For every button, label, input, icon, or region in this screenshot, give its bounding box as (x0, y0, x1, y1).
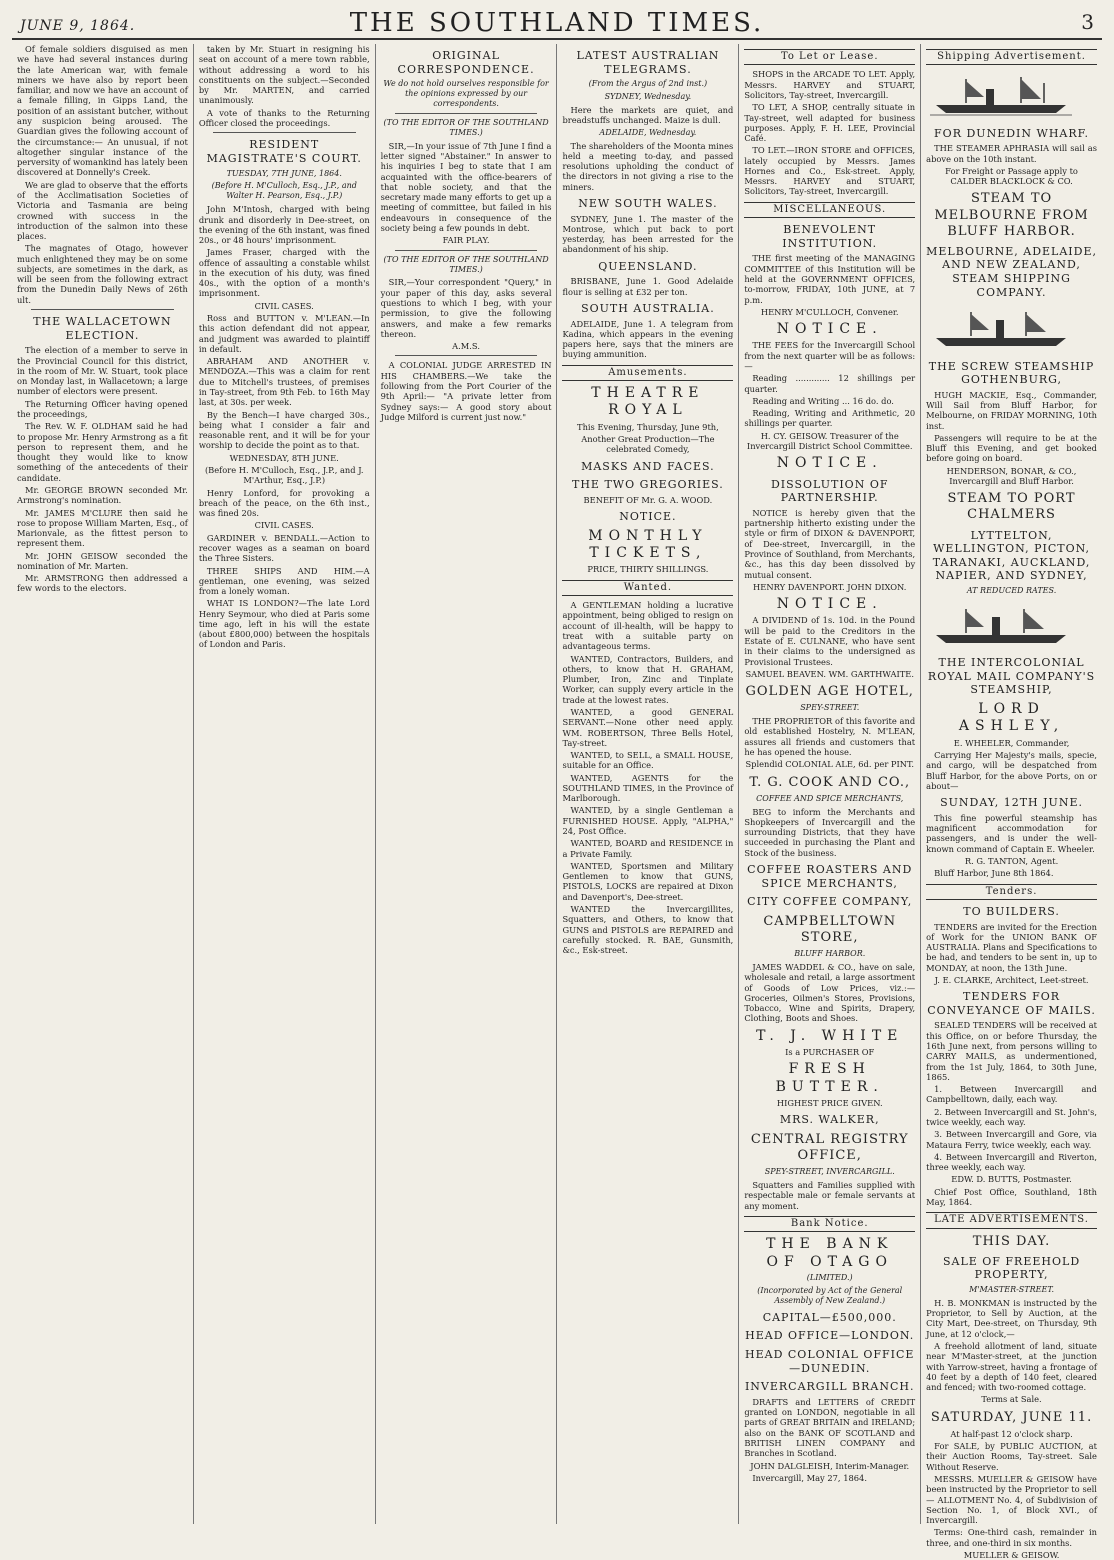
monkman-detail: A freehold allotment of land, situate near M'Master-street, at the junction with Yarrow-street, having a frontage of 40 feet by a depth of 140 feet, cleared and fenced; with two-roomed cottage. (926, 1341, 1097, 1393)
correspondence-heading: ORIGINAL CORRESPONDENCE. (397, 49, 535, 76)
telegram-place: SYDNEY, Wednesday. (604, 92, 692, 102)
telegram-place: QUEENSLAND. (598, 259, 698, 273)
court-subheading: WEDNESDAY, 8TH JUNE. (229, 452, 339, 463)
mueller-note: Terms: One-third cash, remainder in three, and one-third in six months. (926, 1527, 1097, 1548)
aphrasia-text: THE STEAMER APHRASIA will sail as above on the 10th instant. (926, 143, 1097, 164)
fees-text: THE FEES for the Invercargill School from the next quarter will be as follows:— (744, 340, 916, 372)
column-2 (194, 44, 376, 1524)
telegram-text: BRISBANE, June 1. Good Adelaide flour is selling at £32 per ton. (562, 276, 734, 297)
mails-text: SEALED TENDERS will be received at this Office, on or before Thursday, the 16th June next, from persons willing to CARRY MAILS, as undermentioned, from the 1st July, 1864, to 30th June, 1865. (926, 1020, 1097, 1082)
article-paragraph: The Rev. W. F. OLDHAM said he had to propose Mr. Henry Armstrong as a fit person to represent them, and he thought they would like to know something of the antecedents of their candidate. (17, 421, 188, 483)
wanted-ad: WANTED, Sportsmen and Military Gentlemen to know that GUNS, PISTOLS, LOCKS are repaired at Dixon and Davenport's, Dee-street. (562, 860, 734, 902)
registry-street: SPEY-STREET, INVERCARGILL. (764, 1167, 895, 1177)
tg-cook-sub: COFFEE AND SPICE MERCHANTS, (756, 793, 904, 803)
telegrams-source: (From the Argus of 2nd inst.) (588, 79, 708, 89)
post-office-date: Chief Post Office, Southland, 18th May, 1864. (926, 1186, 1097, 1207)
court-bench: (Before H. M'Culloch, Esq., J.P., and J. M'Arthur, Esq., J.P.) (204, 464, 364, 486)
campbelltown-heading: CAMPBELLTOWN STORE, (763, 913, 897, 945)
fees-signature: H. CY. GEISOW. Treasurer of the Invercargill District School Committee. (746, 430, 913, 451)
court-bench: (Before H. M'Culloch, Esq., J.P., and Walter H. Pearson, Esq., J.P.) (211, 181, 357, 201)
campbelltown-place: BLUFF HARBOR. (794, 949, 866, 959)
mails-heading: TENDERS FOR CONVEYANCE OF MAILS. (927, 990, 1096, 1017)
wanted-ad: WANTED, BOARD and RESIDENCE in a Private Family. (562, 838, 734, 859)
telegram-place: ADELAIDE, Wednesday. (599, 127, 697, 137)
mueller-text: MESSRS. MUELLER & GEISOW have been instructed by the Proprietor to sell— ALLOTMENT No. 4, of Subdivision of Section No. 1, of Block XVI., of Invercargill. (926, 1473, 1097, 1526)
bank-branch: INVERCARGILL BRANCH. (744, 1380, 915, 1394)
article-paragraph: Mr. GEORGE BROWN seconded Mr. Armstrong's nomination. (17, 484, 188, 506)
letter-body: SIR,—In your issue of 7th June I find a letter signed "Abstainer." In answer to his inquiries I beg to state that I am acquainted with the office-bearers of that noble society, and that the secretary made many efforts to get up a meeting of committee, but failed in his endeavours in consequence of the society being a few pounds in debt. (380, 140, 552, 234)
to-let-ad: TO LET, A SHOP, centrally situate in Tay-street, well adapted for business purposes. Apply, F. H. LEE, Provincial Café. (744, 102, 916, 144)
court-paragraph: THREE SHIPS AND HIM.—A gentleman, one evening, was seized from a lonely woman. (198, 565, 370, 597)
highest-price: HIGHEST PRICE GIVEN. (776, 1098, 883, 1109)
golden-age-heading: GOLDEN AGE HOTEL, (745, 684, 914, 700)
wanted-heading: Wanted. (562, 580, 733, 596)
golden-age-sub: Splendid COLONIAL ALE, 6d. per PINT. (745, 759, 914, 770)
benevolent-text: THE first meeting of the MANAGING COMMITTEE of this Institution will be held at the GOVERNMENT OFFICES, to-morrow, FRIDAY, 10th JUNE, at 7 p.m. (744, 253, 916, 305)
wanted-ad: WANTED, AGENTS for the SOUTHLAND TIMES, in the Province of Marlborough. (562, 772, 734, 804)
letter-addressee: (TO THE EDITOR OF THE SOUTHLAND TIMES.) (383, 117, 549, 137)
gothenburg-text: HUGH MACKIE, Esq., Commander, Will Sail from Bluff Harbor, for Melbourne, on FRIDAY MORNING, 10th inst. (926, 389, 1097, 431)
columns (12, 44, 1102, 1560)
telegram-text: The shareholders of the Moonta mines held a meeting to-day, and passed resolutions upholding the conduct of the directors in not giving a rise to the miners. (562, 140, 734, 192)
tanton-agent: R. G. TANTON, Agent. (964, 855, 1059, 866)
article-paragraph: Mr. ARMSTRONG then addressed a few words to the electors. (17, 573, 188, 594)
article-paragraph: The magnates of Otago, however much enlightened they may be on some subjects, are sometimes in the dark, as will be seen from the following extract from the Dunedin Daily News of 26th ult. (17, 243, 188, 305)
divider (395, 355, 538, 356)
ashley-text: Carrying Her Majesty's mails, specie, and cargo, will be despatched from Bluff Harbor, for the above Ports, on or about— (926, 750, 1097, 791)
route-list: LYTTELTON, WELLINGTON, PICTON, TARANAKI, AUCKLAND, NAPIER, AND SYDNEY, (932, 528, 1091, 583)
ashley-note: This fine powerful steamship has magnificent accommodation for passengers, and is under the well-known command of Captain E. Wheeler. (926, 812, 1097, 854)
court-date: TUESDAY, 7TH JUNE, 1864. (226, 168, 342, 178)
mail-route: 4. Between Invercargill and Riverton, three weekly, each way. (926, 1151, 1097, 1173)
farce-title: THE TWO GREGORIES. (571, 478, 724, 492)
news-note: A COLONIAL JUDGE ARRESTED IN HIS CHAMBERS.—We take the following from the Port Courier of the 9th April:— "A private letter from Sydney says:— A good story about Judge Milford is current just now." (380, 360, 552, 422)
bank-head-london: HEAD OFFICE—LONDON. (745, 1329, 915, 1343)
article-paragraph: The election of a member to serve in the Provincial Council for this district, in the room of Mr. W. Stuart, took place on Monday last, in Wallacetown; a large number of electors were present. (17, 345, 188, 397)
builders-heading: TO BUILDERS. (963, 904, 1060, 918)
wanted-ad: A GENTLEMAN holding a lucrative appointment, being obliged to resign on account of ill-health, will be happy to treat with a suitable party on advantageous terms. (562, 600, 734, 652)
gothenburg-heading: THE SCREW STEAMSHIP GOTHENBURG, (928, 359, 1095, 387)
golden-age-street: SPEY-STREET. (800, 703, 860, 713)
notice-heading: NOTICE. (776, 596, 883, 613)
sale-time: At half-past 12 o'clock sharp. (950, 1428, 1073, 1439)
notice-heading: NOTICE. (776, 455, 883, 472)
bank-text: DRAFTS and LETTERS of CREDIT granted on LONDON, negotiable in all parts of GREAT BRITAIN and IRELAND; also on the BANK OF SCOTLAND and BRITISH LINEN COMPANY and Branches in Scotland. (744, 1396, 916, 1459)
notice-heading: NOTICE. (619, 510, 677, 524)
chalmers-heading: STEAM TO PORT CHALMERS (947, 491, 1076, 523)
fees-line: Reading ............. 12 shillings per quarter. (744, 373, 916, 394)
telegram-place: SOUTH AUSTRALIA. (581, 301, 715, 315)
commander: E. WHEELER, Commander, (953, 737, 1070, 748)
city-coffee: CITY COFFEE COMPANY, (747, 895, 913, 909)
ticket-price: PRICE, THIRTY SHILLINGS. (587, 564, 709, 575)
article-paragraph: We are glad to observe that the efforts of the Acclimatisation Societies of Victoria and Tasmania are being crowned with success in the introduction of the salmon into these places. (17, 179, 188, 242)
monkman-text: H. B. MONKMAN is instructed by the Proprietor, to Sell by Auction, at the City Mart, Dee-street, on Thursday, 9th June, at 12 o'clock,— (926, 1297, 1097, 1339)
play-title: MASKS AND FACES. (581, 459, 715, 473)
late-ads-heading: LATE ADVERTISEMENTS. (926, 1212, 1097, 1228)
freehold-street: M'MASTER-STREET. (969, 1285, 1055, 1295)
amusements-heading: Amusements. (562, 365, 733, 381)
henderson-agent: HENDERSON, BONAR, & CO., Invercargill and Bluff Harbor. (946, 465, 1077, 487)
article-paragraph: A vote of thanks to the Returning Officer closed the proceedings. (198, 107, 370, 128)
golden-age-text: THE PROPRIETOR of this favorite and old established Hostelry, N. M'LEAN, assures all friends and customers that he has opened the house. (744, 716, 916, 758)
auction-text: For SALE, by PUBLIC AUCTION, at their Auction Rooms, Tay-street. Sale Without Reserve. (926, 1441, 1097, 1472)
telegram-text: ADELAIDE, June 1. A telegram from Kadina, which appears in the evening papers here, says that the miners are buying ammunition. (562, 318, 734, 360)
bank-capital: CAPITAL—£500,000. (762, 1310, 897, 1324)
sailing-date: SUNDAY, 12TH JUNE. (940, 796, 1083, 810)
dissolution-text: NOTICE is hereby given that the partnership hitherto existing under the style or firm of DIXON & DAVENPORT, of Dee-street, Invercargill, in the Province of Southland, from Merchants, &c., has this day been dissolved by mutual consent. (744, 507, 916, 580)
dissolution-heading: DISSOLUTION OF PARTNERSHIP. (770, 477, 889, 505)
bank-incorporated: (Incorporated by Act of the General Assembly of New Zealand.) (757, 1285, 903, 1305)
to-let-ad: TO LET.—IRON STORE and OFFICES, lately occupied by Messrs. James Hornes and Co., Esk-street. Apply, Messrs. HARVEY and STUART, Solicitors, Tay-street, Invercargill. (744, 145, 916, 197)
bank-name: THE BANK OF OTAGO (766, 1236, 894, 1270)
bank-date: Invercargill, May 27, 1864. (752, 1472, 867, 1483)
court-paragraph: GARDINER v. BENDALL.—Action to recover wages as a seaman on board the Three Sisters. (198, 532, 370, 564)
court-subheading: CIVIL CASES. (254, 520, 314, 531)
article-paragraph: Mr. JOHN GEISOW seconded the nomination of Mr. Marten. (17, 550, 188, 571)
telegram-place: NEW SOUTH WALES. (578, 196, 718, 210)
article-paragraph: Mr. JAMES M'CLURE then said he rose to propose William Marten, Esq., of Marionvale, as the fittest person to represent them. (17, 507, 188, 549)
column-5 (739, 44, 921, 1524)
saturday-heading: SATURDAY, JUNE 11. (930, 1409, 1093, 1425)
column-3 (376, 44, 558, 1524)
dividend-signature: SAMUEL BEAVEN. WM. GARTHWAITE. (745, 668, 914, 679)
letter-body: SIR,—Your correspondent "Query," in your paper of this day, asks several questions to which I beg, with your permission, to give the following answers, and make a few remarks thereon. (380, 277, 552, 339)
dissolution-signature: HENRY DAVENPORT. JOHN DIXON. (753, 581, 907, 592)
article-paragraph: Of female soldiers disguised as men we have had several instances during the late American war, with female miners we have also by report been familiar, and now we have an account of a female filling, in Gipps Land, the position of an assistant butcher, without any suspicion being aroused. The Guardian gives the following account of the circumstance:— An unusual, if not altogether singular instance of the perversity of womankind has lately been discovered at Donnelly's Creek. (17, 44, 188, 178)
builders-text: TENDERS are invited for the Erection of Work for the UNION BANK OF AUSTRALIA. Plans and Specifications to be had, and tenders to be sent in, up to MONDAY, at noon, the 13th June. (926, 921, 1097, 973)
registry-heading: CENTRAL REGISTRY OFFICE, (750, 1131, 909, 1164)
telegrams-heading: LATEST AUSTRALIAN TELEGRAMS. (576, 49, 720, 76)
fresh-butter: FRESH BUTTER. (775, 1061, 884, 1095)
disclaimer: We do not hold ourselves responsible for the opinions expressed by our correspondents. (383, 79, 549, 109)
theatre-evening: This Evening, Thursday, June 9th, (577, 421, 719, 432)
masthead (12, 4, 1102, 40)
this-day: THIS DAY. (972, 1233, 1051, 1249)
wanted-ad: WANTED, a good GENERAL SERVANT.—None other need apply. WM. ROBERTSON, Three Bells Hotel, Tay-street. (562, 706, 734, 748)
bank-head-colonial: HEAD COLONIAL OFFICE—DUNEDIN. (745, 1348, 915, 1375)
sale-terms: Terms at Sale. (981, 1394, 1042, 1405)
column-6 (921, 44, 1102, 1560)
mail-route: 2. Between Invercargill and St. John's, twice weekly, each way. (926, 1106, 1097, 1128)
melbourne-heading: STEAM TO MELBOURNE FROM BLUFF HARBOR. (934, 191, 1089, 239)
registry-text: Squatters and Families supplied with respectable male or female servants at any moment. (744, 1180, 916, 1211)
article-paragraph: taken by Mr. Stuart in resigning his seat on account of a mere town rabble, without addressing a word to his constituents on the subject.—Seconded by Mr. MARTEN, and carried unanimously. (198, 44, 370, 106)
tg-cook-text: BEG to inform the Merchants and Shopkeepers of Invercargill and the surrounding Districts, that they have succeeded in purchasing the Plant and Stock of the business. (744, 806, 916, 858)
benevolent-signature: HENRY M'CULLOCH, Convener. (760, 306, 899, 317)
wanted-ad: WANTED, Contractors, Builders, and others, to know that H. GRAHAM, Plumber, Iron, Zinc and Tinplate Worker, can supply every article in the trade at the lowest rates. (562, 653, 734, 705)
tg-cook-heading: T. G. COOK AND CO., (749, 774, 911, 790)
benefit-line: BENEFIT OF Mr. G. A. WOOD. (583, 494, 713, 505)
walker-heading: MRS. WALKER, (779, 1113, 880, 1127)
architect: J. E. CLARKE, Architect, Leet-street. (934, 974, 1089, 985)
postmaster: EDW. D. BUTTS, Postmaster. (951, 1174, 1072, 1185)
lord-ashley: LORD ASHLEY, (958, 701, 1065, 735)
court-subheading: CIVIL CASES. (254, 300, 314, 311)
purchaser-line: Is a PURCHASER OF (785, 1047, 875, 1058)
dunedin-heading: FOR DUNEDIN WHARF. (934, 126, 1090, 140)
steamship-illustration (926, 603, 1076, 647)
article-paragraph: The Returning Officer having opened the proceedings, (17, 398, 188, 419)
to-let-heading: To Let or Lease. (744, 49, 915, 65)
steamship-illustration (926, 73, 1076, 117)
tenders-heading: Tenders. (926, 884, 1097, 900)
notice-heading: NOTICE. (776, 321, 883, 338)
campbelltown-text: JAMES WADDEL & CO., have on sale, wholesale and retail, a large assortment of Goods of Low Prices, viz.:— Groceries, Oilmen's Stores, Provisions, Tobacco, Wine and Spirits, Drapery, Clothing, Boots and Shoes. (744, 962, 916, 1024)
freehold-heading: SALE OF FREEHOLD PROPERTY, (942, 1254, 1081, 1282)
divider (31, 309, 174, 310)
bank-notice-heading: Bank Notice. (744, 1216, 915, 1232)
monthly-tickets: MONTHLY TICKETS, (588, 527, 708, 562)
wanted-ad: WANTED, to SELL, a SMALL HOUSE, suitable for an Office. (562, 750, 734, 771)
shipping-company: MELBOURNE, ADELAIDE, AND NEW ZEALAND, STEAM SHIPPING COMPANY. (926, 244, 1097, 299)
reduced-rates: AT REDUCED RATES. (966, 586, 1057, 596)
newspaper-title: THE SOUTHLAND TIMES. (349, 8, 765, 38)
court-paragraph: Henry Lonford, for provoking a breach of the peace, on the 6th inst., was fined 20s. (198, 487, 370, 519)
shipping-heading: Shipping Advertisement. (926, 49, 1097, 65)
page-number: 3 (1081, 10, 1094, 34)
court-paragraph: John M'Intosh, charged with being drunk and disorderly in Dee-street, on the evening of the 6th instant, was fined 20s., or 48 hours' imprisonment. (198, 204, 370, 246)
mail-route: 1. Between Invercargill and Campbelltown, daily, each way. (926, 1084, 1097, 1105)
wanted-ad: WANTED the Invercargillites, Squatters, and Others, to know that GUNS and PISTOLS are REPAIRED and carefully stocked. R. BAE, Gunsmith, &c., Esk-street. (562, 904, 734, 956)
to-let-ad: SHOPS in the ARCADE TO LET. Apply, Messrs. HARVEY and STUART, Solicitors, Tay-street, Invercargill. (744, 69, 916, 100)
bank-limited: (LIMITED.) (806, 1273, 853, 1283)
benevolent-heading: BENEVOLENT INSTITUTION. (782, 223, 878, 250)
letter-addressee: (TO THE EDITOR OF THE SOUTHLAND TIMES.) (383, 254, 549, 274)
gothenburg-note: Passengers will require to be at the Bluff this Evening, and get booked before going on board. (926, 432, 1097, 464)
divider (213, 132, 356, 133)
court-paragraph: James Fraser, charged with the offence of assaulting a constable whilst in the execution of his duty, was fined 40s., with the option of a month's imprisonment. (198, 247, 370, 299)
steamship-illustration (926, 306, 1076, 350)
coffee-roasters: COFFEE ROASTERS AND SPICE MERCHANTS, (747, 863, 913, 890)
court-heading: RESIDENT MAGISTRATE'S COURT. (206, 138, 362, 165)
wanted-ad: WANTED, by a single Gentleman a FURNISHED HOUSE. Apply, "ALPHA," 24, Post Office. (562, 805, 734, 837)
divider (395, 250, 538, 251)
bank-signature: JOHN DALGLEISH, Interim-Manager. (750, 1460, 910, 1471)
issue-date: JUNE 9, 1864. (20, 18, 136, 34)
mail-route: 3. Between Invercargill and Gore, via Mataura Ferry, twice weekly, each way. (926, 1129, 1097, 1150)
tj-white: T. J. WHITE (756, 1027, 904, 1044)
column-4 (557, 44, 739, 1524)
fees-line: Reading, Writing and Arithmetic, 20 shillings per quarter. (744, 408, 916, 429)
court-paragraph: WHAT IS LONDON?—The late Lord Henry Seymour, who died at Paris some time ago, left in his will the estate (about £800,000) between the hospitals of London and Paris. (198, 598, 370, 650)
election-heading: THE WALLACETOWN ELECTION. (33, 315, 172, 342)
theatre-comedy: Another Great Production—The celebrated Comedy, (581, 434, 715, 455)
court-paragraph: Ross and BUTTON v. M'LEAN.—In this action defendant did not appear, and judgment was awarded to plaintiff in default. (198, 313, 370, 354)
intercolonial-heading: THE INTERCOLONIAL ROYAL MAIL COMPANY'S STEAMSHIP, (927, 656, 1096, 697)
aphrasia-agent: For Freight or Passage apply to CALDER BLACKLOCK & CO. (945, 165, 1078, 187)
letter-signature: FAIR PLAY. (442, 235, 490, 246)
court-paragraph: By the Bench—I have charged 30s., being what I consider a fair and reasonable rent, and it will be for your worship to decide the point as to that. (198, 409, 370, 451)
tanton-date: Bluff Harbor, June 8th 1864. (934, 868, 1054, 879)
divider (395, 113, 538, 114)
column-1 (12, 44, 194, 1524)
fees-line: Reading and Writing ... 16 do. do. (752, 395, 894, 406)
court-paragraph: ABRAHAM AND ANOTHER v. MENDOZA.—This was a claim for rent due to Mitchell's trustees, of premises in Tay-street, from 9th Feb. to 16th May last, at 30s. per week. (198, 356, 370, 408)
telegram-text: Here the markets are quiet, and breadstuffs unchanged. Maize is dull. (562, 105, 734, 126)
theatre-name: THEATRE ROYAL (591, 385, 705, 419)
mueller-signature: MUELLER & GEISOW. (963, 1549, 1060, 1560)
dividend-text: A DIVIDEND of 1s. 10d. in the Pound will be paid to the Creditors in the Estate of E. CULNANE, who have sent in their claims to the undersigned as Provisional Trustees. (744, 615, 916, 667)
telegram-text: SYDNEY, June 1. The master of the Montrose, which put back to port yesterday, has been arrested for the abandonment of his ship. (562, 213, 734, 255)
letter-signature: A.M.S. (452, 341, 480, 352)
miscellaneous-heading: MISCELLANEOUS. (744, 202, 915, 218)
